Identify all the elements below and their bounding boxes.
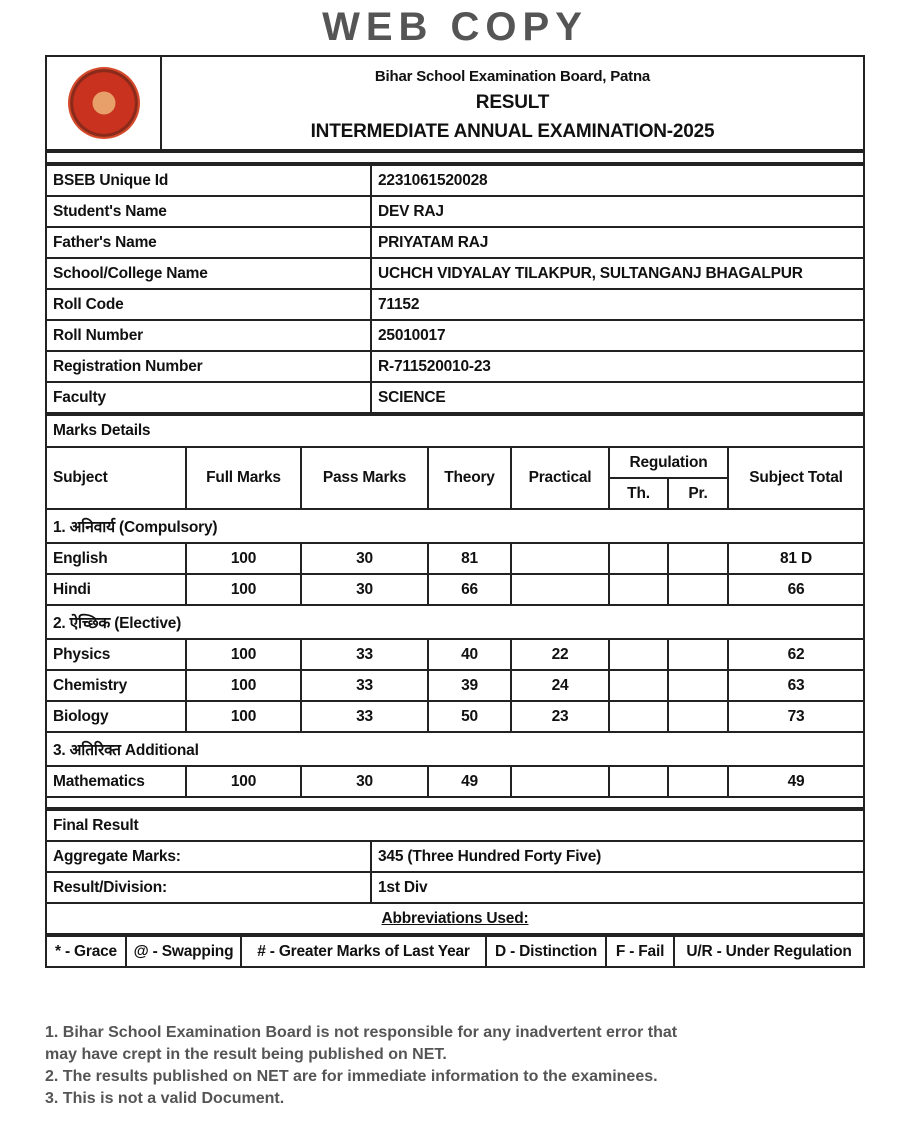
info-label: BSEB Unique Id	[46, 165, 371, 196]
watermark-note-1: 1. Bihar School Examination Board is not responsible for any inadvertent error that	[45, 1024, 678, 1041]
abbreviations-table	[45, 935, 865, 968]
subject-row	[46, 670, 864, 701]
info-value: PRIYATAM RAJ	[371, 227, 864, 258]
info-value: DEV RAJ	[371, 196, 864, 227]
cell-pr	[668, 543, 728, 574]
cell-pr	[668, 574, 728, 605]
cell-th	[609, 766, 668, 797]
cell-pass: 33	[301, 701, 428, 732]
cell-subject: Hindi	[46, 574, 186, 605]
cell-total: 62	[728, 639, 864, 670]
info-row	[46, 320, 864, 351]
student-info-table	[45, 164, 865, 414]
col-pass: Pass Marks	[301, 447, 428, 509]
col-practical: Practical	[511, 447, 609, 509]
watermark-note-1b: may have crept in the result being published on NET.	[45, 1046, 447, 1063]
cell-th	[609, 639, 668, 670]
subject-row	[46, 574, 864, 605]
abbreviations-title: Abbreviations Used:	[381, 909, 529, 927]
cell-theory: 49	[428, 766, 511, 797]
result-label: Result/Division:	[46, 872, 371, 903]
cell-practical	[511, 543, 609, 574]
cell-total: 66	[728, 574, 864, 605]
subject-row	[46, 766, 864, 797]
col-theory: Theory	[428, 447, 511, 509]
marks-details-title: Marks Details	[46, 415, 864, 447]
abbreviation-item: U/R - Under Regulation	[674, 936, 864, 967]
group-heading: 2. ऐच्छिक (Elective)	[46, 605, 864, 639]
info-row	[46, 351, 864, 382]
cell-full: 100	[186, 766, 301, 797]
cell-practical: 24	[511, 670, 609, 701]
col-total: Subject Total	[728, 447, 864, 509]
col-regulation: Regulation	[609, 447, 728, 478]
cell-full: 100	[186, 639, 301, 670]
cell-subject: Physics	[46, 639, 186, 670]
cell-pass: 30	[301, 543, 428, 574]
cell-subject: Mathematics	[46, 766, 186, 797]
web-copy-watermark: WEB COPY	[322, 5, 588, 49]
group-heading: 1. अनिवार्य (Compulsory)	[46, 509, 864, 543]
marks-table	[45, 414, 865, 809]
col-reg-th: Th.	[609, 478, 668, 509]
cell-pass: 30	[301, 574, 428, 605]
cell-full: 100	[186, 670, 301, 701]
subject-row	[46, 701, 864, 732]
watermark-notes	[45, 1022, 865, 1110]
cell-th	[609, 574, 668, 605]
info-row	[46, 165, 864, 196]
final-result-table	[45, 809, 865, 935]
group-heading: 3. अतिरिक्त Additional	[46, 732, 864, 766]
aggregate-label: Aggregate Marks:	[46, 841, 371, 872]
cell-th	[609, 543, 668, 574]
cell-pass: 30	[301, 766, 428, 797]
info-label: Roll Code	[46, 289, 371, 320]
result-sheet	[45, 55, 865, 968]
info-value: SCIENCE	[371, 382, 864, 413]
cell-pr	[668, 766, 728, 797]
logo-cell	[46, 56, 161, 150]
info-label: Registration Number	[46, 351, 371, 382]
cell-full: 100	[186, 574, 301, 605]
abbreviation-item: F - Fail	[606, 936, 674, 967]
result-title: RESULT	[475, 91, 550, 113]
info-row	[46, 196, 864, 227]
info-value: UCHCH VIDYALAY TILAKPUR, SULTANGANJ BHAGALPUR	[371, 258, 864, 289]
cell-subject: English	[46, 543, 186, 574]
info-value: R-711520010-23	[371, 351, 864, 382]
cell-total: 81 D	[728, 543, 864, 574]
cell-practical: 23	[511, 701, 609, 732]
board-name: Bihar School Examination Board, Patna	[374, 67, 651, 85]
header-table	[45, 55, 865, 151]
cell-pr	[668, 701, 728, 732]
aggregate-value: 345 (Three Hundred Forty Five)	[371, 841, 864, 872]
info-label: School/College Name	[46, 258, 371, 289]
col-full: Full Marks	[186, 447, 301, 509]
exam-title: INTERMEDIATE ANNUAL EXAMINATION-2025	[310, 120, 715, 142]
cell-th	[609, 701, 668, 732]
cell-practical	[511, 766, 609, 797]
info-value: 71152	[371, 289, 864, 320]
cell-subject: Chemistry	[46, 670, 186, 701]
cell-total: 73	[728, 701, 864, 732]
info-row	[46, 382, 864, 413]
cell-pass: 33	[301, 639, 428, 670]
spacer	[45, 151, 865, 164]
cell-full: 100	[186, 543, 301, 574]
cell-total: 63	[728, 670, 864, 701]
cell-total: 49	[728, 766, 864, 797]
cell-full: 100	[186, 701, 301, 732]
info-value: 2231061520028	[371, 165, 864, 196]
info-row	[46, 258, 864, 289]
cell-pass: 33	[301, 670, 428, 701]
info-label: Father's Name	[46, 227, 371, 258]
abbreviation-item: * - Grace	[46, 936, 126, 967]
cell-theory: 81	[428, 543, 511, 574]
abbreviation-item: D - Distinction	[486, 936, 606, 967]
bseb-logo-icon	[68, 67, 140, 139]
info-row	[46, 289, 864, 320]
cell-theory: 66	[428, 574, 511, 605]
watermark-note-2: 2. The results published on NET are for immediate information to the examinees.	[45, 1068, 658, 1085]
info-value: 25010017	[371, 320, 864, 351]
title-cell	[161, 56, 864, 150]
cell-pr	[668, 670, 728, 701]
result-value: 1st Div	[371, 872, 864, 903]
abbreviation-item: @ - Swapping	[126, 936, 241, 967]
info-label: Roll Number	[46, 320, 371, 351]
col-reg-pr: Pr.	[668, 478, 728, 509]
info-label: Faculty	[46, 382, 371, 413]
final-result-title: Final Result	[46, 810, 864, 841]
info-label: Student's Name	[46, 196, 371, 227]
cell-theory: 40	[428, 639, 511, 670]
abbreviation-item: # - Greater Marks of Last Year	[241, 936, 486, 967]
cell-practical: 22	[511, 639, 609, 670]
cell-theory: 50	[428, 701, 511, 732]
cell-theory: 39	[428, 670, 511, 701]
cell-pr	[668, 639, 728, 670]
info-row	[46, 227, 864, 258]
subject-row	[46, 639, 864, 670]
cell-subject: Biology	[46, 701, 186, 732]
cell-practical	[511, 574, 609, 605]
col-subject: Subject	[46, 447, 186, 509]
watermark-note-3: 3. This is not a valid Document.	[45, 1090, 285, 1107]
subject-row	[46, 543, 864, 574]
cell-th	[609, 670, 668, 701]
